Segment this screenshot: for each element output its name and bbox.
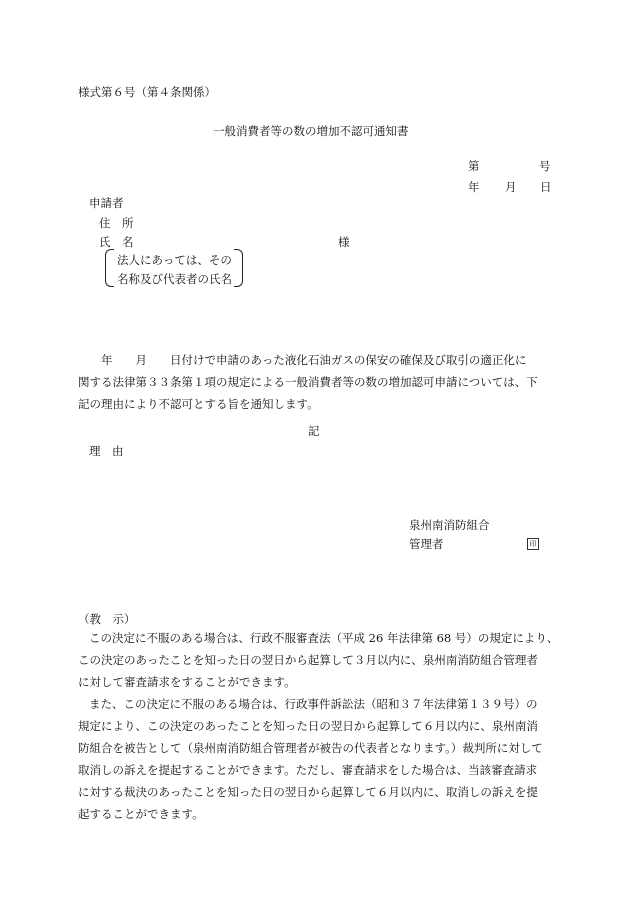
instruction-paragraph bbox=[78, 627, 558, 825]
name-label: 氏 名 bbox=[99, 235, 134, 249]
body-line: 年 月 日付けで申請のあった液化石油ガスの保安の確保及び取引の適正化に bbox=[78, 353, 527, 367]
instruction-line: 規定により、この決定のあったことを知った日の翌日から起算して６月以内に、泉州南消 bbox=[78, 719, 538, 733]
instruction-heading: （教 示） bbox=[78, 612, 136, 626]
instruction-line: 起することができます。 bbox=[78, 807, 204, 821]
date-year: 年 bbox=[468, 180, 480, 194]
body-line: 関する法律第３３条第１項の規定による一般消費者等の数の増加認可申請については、下 bbox=[78, 375, 538, 389]
address-label: 住 所 bbox=[99, 216, 134, 230]
ki-mark: 記 bbox=[308, 424, 320, 438]
honorific: 様 bbox=[338, 235, 350, 249]
date-day: 日 bbox=[540, 180, 552, 194]
instruction-line: に対して審査請求をすることができます。 bbox=[78, 675, 296, 689]
issuer-role: 管理者 bbox=[409, 537, 444, 551]
applicant-heading: 申請者 bbox=[89, 196, 124, 210]
corporation-note-line1: 法人にあっては、その bbox=[117, 253, 232, 267]
date-month: 月 bbox=[505, 180, 517, 194]
instruction-line: 取消しの訴えを提起することができます。ただし、審査請求をした場合は、当該審査請求 bbox=[78, 763, 538, 777]
instruction-line: に対する裁決のあったことを知った日の翌日から起算して６月以内に、取消しの訴えを提 bbox=[78, 785, 538, 799]
reason-label: 理 由 bbox=[89, 444, 124, 458]
body-line: 記の理由により不認可とする旨を通知します。 bbox=[78, 397, 319, 411]
instruction-line: 防組合を被告として（泉州南消防組合管理者が被告の代表者となります。）裁判所に対して bbox=[78, 741, 543, 755]
number-suffix: 号 bbox=[539, 159, 551, 173]
number-prefix: 第 bbox=[468, 159, 480, 173]
instruction-line: また、この決定に不服のある場合は、行政事件訴訟法（昭和３７年法律第１３９号）の bbox=[89, 697, 538, 711]
seal-mark: 印 bbox=[527, 538, 539, 550]
left-bracket bbox=[105, 249, 114, 287]
instruction-line: この決定のあったことを知った日の翌日から起算して３月以内に、泉州南消防組合管理者 bbox=[78, 653, 538, 667]
body-paragraph bbox=[78, 349, 558, 415]
instruction-line: この決定に不服のある場合は、行政不服審査法（平成 26 年法律第 68 号）の規定により、 bbox=[89, 631, 559, 645]
form-label: 様式第６号（第４条関係） bbox=[78, 85, 216, 99]
corporation-note-line2: 名称及び代表者の氏名 bbox=[117, 272, 232, 286]
document-title: 一般消費者等の数の増加不認可通知書 bbox=[213, 124, 409, 138]
right-bracket bbox=[234, 249, 243, 287]
issuer-organization: 泉州南消防組合 bbox=[409, 518, 490, 532]
